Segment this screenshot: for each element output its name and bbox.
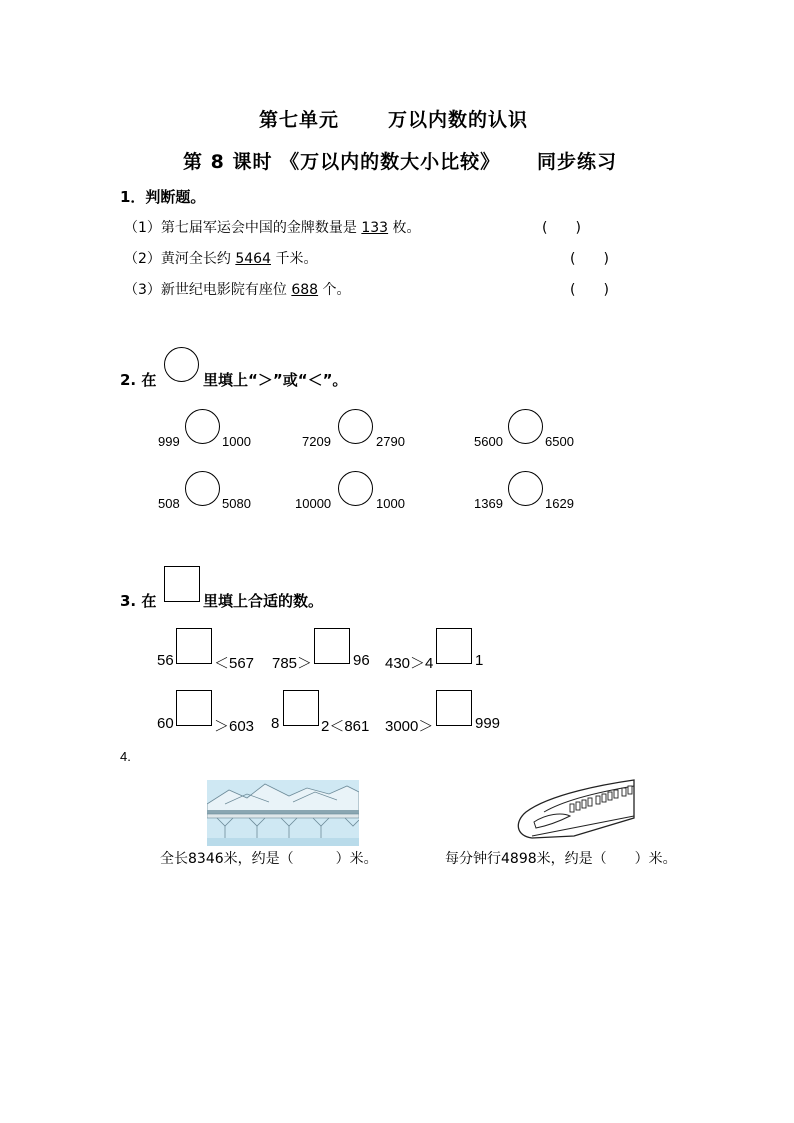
q4-left-text: 全长8346米，约是（ ）米。 — [160, 851, 378, 867]
q3-r2-a-2: 8 — [271, 715, 280, 732]
q3-r2-b-1: ＞603 — [214, 718, 255, 735]
q1-heading: 1．判断题。 — [120, 188, 206, 206]
q3-heading-pre: 3. 在 — [120, 592, 157, 610]
q3-answer-box-2[interactable] — [314, 628, 350, 664]
q2-answer-circle-2[interactable] — [338, 409, 373, 444]
q3-r1-b-1: ＜567 — [214, 655, 255, 672]
q2-right-4: 5080 — [222, 496, 251, 511]
q2-right-2: 2790 — [376, 434, 405, 449]
q1-item-2: （2）黄河全长约 5464 千米。 — [124, 251, 318, 267]
q2-heading-pre: 2. 在 — [120, 371, 157, 389]
q3-answer-box-3[interactable] — [436, 628, 472, 664]
q2-right-6: 1629 — [545, 496, 574, 511]
q1-answer-blank-1[interactable]: ( ) — [542, 220, 581, 236]
q3-answer-box-4[interactable] — [176, 690, 212, 726]
q3-r1-b-2: 96 — [353, 652, 370, 669]
q3-r2-b-3: 999 — [475, 715, 501, 732]
lesson-suffix: 同步练习 — [537, 151, 618, 173]
q3-answer-box-6[interactable] — [436, 690, 472, 726]
q4-right-text: 每分钟行4898米，约是（ ）米。 — [445, 851, 677, 867]
q3-answer-box-5[interactable] — [283, 690, 319, 726]
q2-left-4: 508 — [158, 496, 180, 511]
q3-answer-box-1[interactable] — [176, 628, 212, 664]
q1-item-1: （1）第七届军运会中国的金牌数量是 133 枚。 — [124, 220, 421, 236]
q2-answer-circle-3[interactable] — [508, 409, 543, 444]
unit-label: 第七单元 — [259, 109, 340, 131]
q2-left-1: 999 — [158, 434, 180, 449]
q4-heading: 4. — [120, 749, 131, 764]
q2-right-1: 1000 — [222, 434, 251, 449]
q3-r2-a-3: 3000＞ — [385, 718, 434, 735]
train-illustration — [510, 778, 638, 842]
q2-left-5: 10000 — [295, 496, 332, 511]
q3-r1-b-3: 1 — [475, 652, 484, 669]
q2-answer-circle-4[interactable] — [185, 471, 220, 506]
q2-answer-circle-6[interactable] — [508, 471, 543, 506]
q3-r1-a-2: 785＞ — [272, 655, 313, 672]
q3-r2-b-2: 2＜861 — [321, 718, 370, 735]
q3-heading-post: 里填上合适的数。 — [203, 592, 324, 610]
q3-r1-a-3: 430＞4 — [385, 655, 434, 672]
lesson-title: 第 8 课时 《万以内的数大小比较》 — [183, 151, 501, 173]
q1-item-3: （3）新世纪电影院有座位 688 个。 — [124, 282, 351, 298]
q2-heading-circle — [164, 347, 199, 382]
q1-answer-blank-2[interactable]: ( ) — [570, 251, 609, 267]
q3-heading-box — [164, 566, 200, 602]
q2-answer-circle-5[interactable] — [338, 471, 373, 506]
q2-answer-circle-1[interactable] — [185, 409, 220, 444]
q3-r1-a-1: 56 — [157, 652, 174, 669]
q2-right-5: 1000 — [376, 496, 405, 511]
q2-left-3: 5600 — [474, 434, 503, 449]
q2-left-6: 1369 — [474, 496, 503, 511]
q1-answer-blank-3[interactable]: ( ) — [570, 282, 609, 298]
q2-left-2: 7209 — [302, 434, 331, 449]
q2-right-3: 6500 — [545, 434, 574, 449]
unit-title: 万以内数的认识 — [388, 109, 529, 131]
q2-heading-post: 里填上“＞”或“＜”。 — [203, 371, 348, 389]
bridge-illustration — [207, 780, 359, 846]
q3-r2-a-1: 60 — [157, 715, 174, 732]
